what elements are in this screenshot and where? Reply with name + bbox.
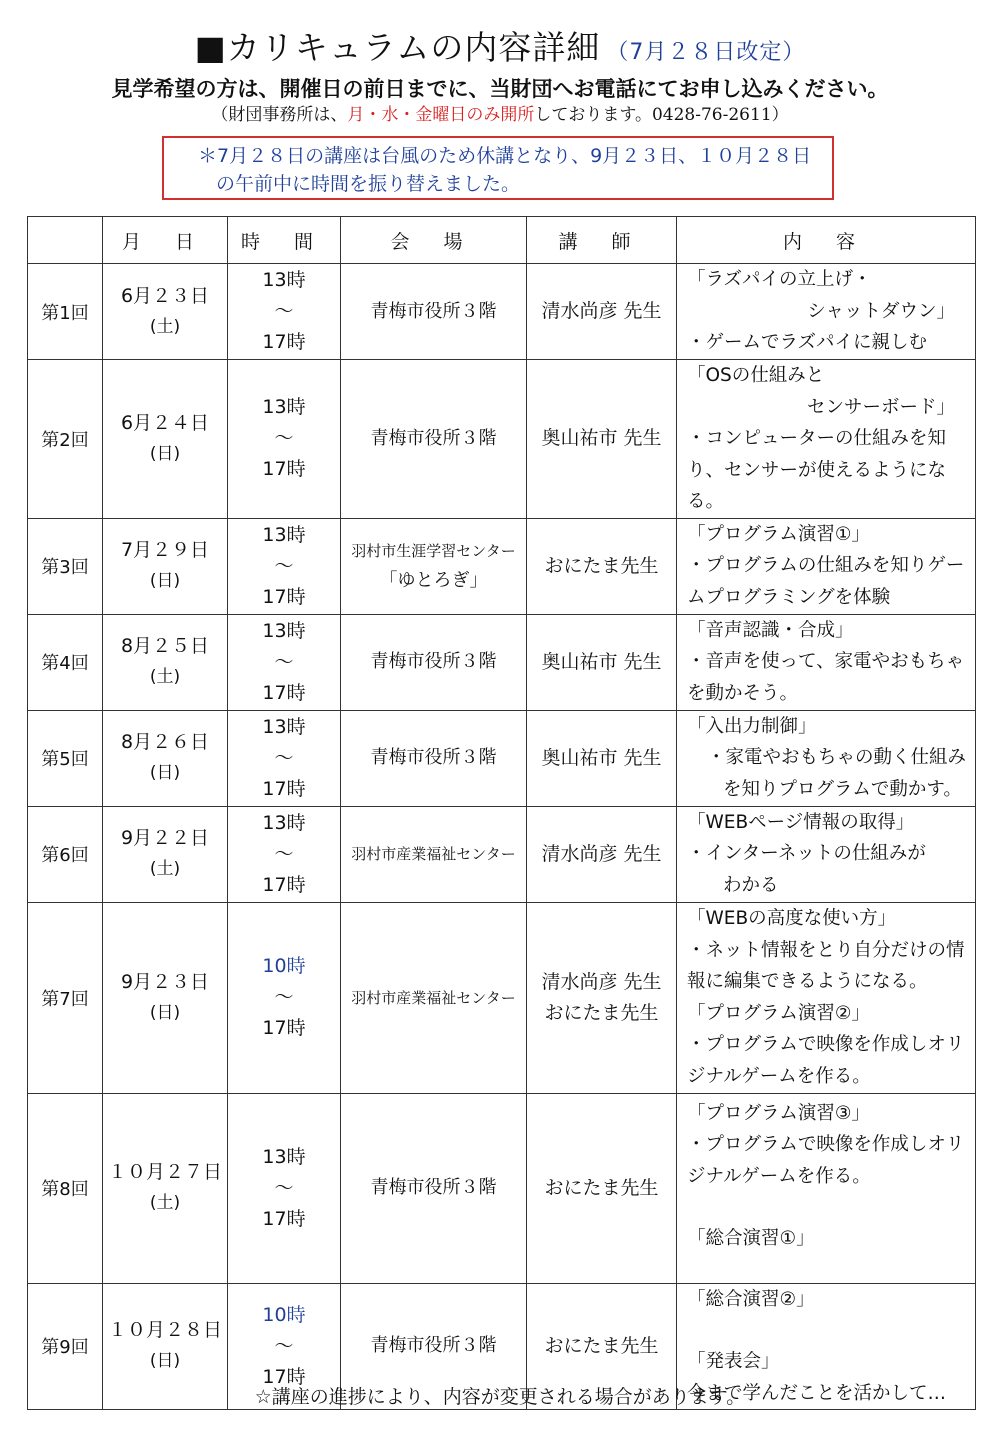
office-prefix: （財団事務所は、: [211, 105, 348, 125]
time-separator: ～: [274, 300, 294, 322]
content-line: 「プログラム演習①」: [687, 523, 870, 545]
weekday: (日): [149, 763, 181, 783]
session-time: [228, 902, 341, 1093]
end-time: 17時: [262, 1207, 306, 1230]
session-number: 第2回: [28, 360, 103, 519]
time-separator: ～: [274, 650, 294, 673]
venue-subname: 「ゆとろぎ」: [379, 570, 488, 591]
content-line: 「プログラム演習②」: [687, 1002, 870, 1024]
time-separator: ～: [274, 1334, 294, 1357]
start-time: 13時: [262, 715, 306, 738]
end-time: 17時: [262, 585, 306, 608]
table-row: [28, 264, 976, 360]
date-text: 8月２６日: [120, 731, 210, 753]
date-text: １０月２８日: [107, 1319, 222, 1342]
session-date: [103, 1093, 228, 1283]
header-instructor: 講 師: [527, 217, 677, 264]
content-line: ・プログラムの仕組みを知りゲー: [687, 555, 965, 577]
content-line: を動かそう。: [687, 682, 799, 704]
content-line: 「WEBの高度な使い方」: [687, 908, 897, 929]
session-number: 第1回: [28, 264, 103, 360]
weekday: (土): [149, 1193, 181, 1213]
time-separator: ～: [274, 1176, 294, 1199]
session-time: [228, 710, 341, 806]
session-instructor: 奥山祐市 先生: [527, 710, 677, 806]
start-time: 13時: [262, 811, 306, 834]
session-content: [677, 518, 976, 614]
content-line: 「発表会」: [687, 1351, 780, 1372]
session-instructor: 奥山祐市 先生: [527, 614, 677, 710]
notice-line-2: の午前中に時間を振り替えました。: [216, 173, 521, 195]
revision-note: （7月２８日改定）: [606, 40, 806, 65]
content-line: 「入出力制御」: [687, 715, 817, 737]
weekday: (日): [149, 443, 181, 464]
start-time: 10時: [262, 1303, 306, 1326]
start-time: 13時: [262, 396, 306, 419]
end-time: 17時: [262, 1365, 306, 1388]
session-date: [103, 518, 228, 614]
table-row: [28, 806, 976, 902]
session-number: 第3回: [28, 518, 103, 614]
session-instructor: おにたま先生: [527, 1283, 677, 1410]
end-time: 17時: [262, 1017, 306, 1039]
content-line: 今まで学んだことを活かして…: [687, 1382, 947, 1404]
session-content: [677, 614, 976, 710]
session-instructor: [527, 902, 677, 1093]
session-number: 第6回: [28, 806, 103, 902]
weekday: (日): [149, 571, 181, 591]
title-text: ■カリキュラムの内容詳細: [194, 28, 601, 67]
weekday: (土): [149, 859, 181, 879]
start-time: 13時: [262, 1145, 306, 1168]
session-venue: 青梅市役所３階: [341, 710, 527, 806]
start-time: 10時: [262, 955, 306, 977]
content-line: を知りプログラムで動かす。: [723, 778, 962, 800]
date-text: 6月２３日: [120, 284, 210, 307]
curriculum-table: [27, 216, 976, 1410]
content-line: 「総合演習①」: [687, 1228, 815, 1249]
session-venue: 青梅市役所３階: [341, 614, 527, 710]
content-line: 報に編集できるようになる。: [687, 971, 928, 992]
header-content: 内 容: [677, 217, 976, 264]
session-date: [103, 360, 228, 519]
end-time: 17時: [262, 777, 306, 800]
header-date: 月 日: [103, 217, 228, 264]
footer-note: ☆講座の進捗により、内容が変更される場合があります。: [254, 1386, 746, 1408]
session-time: [228, 614, 341, 710]
table-row: [28, 1093, 976, 1283]
session-venue: [341, 518, 527, 614]
date-text: 9月２３日: [120, 970, 210, 993]
date-text: 7月２９日: [120, 539, 210, 561]
session-date: [103, 806, 228, 902]
weekday: (日): [149, 1351, 181, 1372]
end-time: 17時: [262, 458, 306, 481]
session-date: [103, 710, 228, 806]
session-instructor: おにたま先生: [527, 1093, 677, 1283]
header-session: [28, 217, 103, 264]
time-separator: ～: [274, 746, 294, 769]
session-time: [228, 806, 341, 902]
start-time: 13時: [262, 523, 306, 546]
table-header-row: [28, 217, 976, 264]
session-number: 第7回: [28, 902, 103, 1093]
content-line: シャットダウン」: [807, 300, 955, 322]
session-instructor: 清水尚彦 先生: [527, 264, 677, 360]
end-time: 17時: [262, 873, 306, 896]
content-line: ムプログラミングを体験: [687, 586, 891, 608]
session-number: 第4回: [28, 614, 103, 710]
time-separator: ～: [274, 427, 294, 450]
session-content: [677, 1093, 976, 1283]
content-line: 「プログラム演習③」: [687, 1102, 870, 1124]
session-venue: 青梅市役所３階: [341, 1283, 527, 1410]
content-line: ・プログラムで映像を作成しオリ: [687, 1034, 965, 1055]
content-line: 「OSの仕組みと: [687, 365, 825, 386]
instructor-name: 清水尚彦 先生: [541, 970, 662, 993]
content-line: ・家電やおもちゃの動く仕組み: [707, 747, 967, 769]
table-row: [28, 710, 976, 806]
session-venue: 青梅市役所３階: [341, 264, 527, 360]
time-separator: ～: [274, 986, 294, 1008]
end-time: 17時: [262, 681, 306, 704]
content-line: ・音声を使って、家電やおもちゃ: [687, 651, 965, 673]
content-line: センサーボード」: [806, 396, 955, 418]
table-row: [28, 902, 976, 1093]
date-text: 9月２２日: [120, 827, 210, 849]
session-instructor: 奥山祐市 先生: [527, 360, 677, 519]
session-number: 第9回: [28, 1283, 103, 1410]
venue-name: 羽村市産業福祉センター: [351, 845, 516, 863]
session-date: [103, 902, 228, 1093]
session-time: [228, 264, 341, 360]
session-number: 第5回: [28, 710, 103, 806]
session-content: [677, 902, 976, 1093]
session-instructor: 清水尚彦 先生: [527, 806, 677, 902]
session-venue: 青梅市役所３階: [341, 360, 527, 519]
venue-name: 羽村市産業福祉センター: [351, 988, 516, 1007]
session-content: [677, 360, 976, 519]
content-line: ・インターネットの仕組みが: [687, 843, 926, 865]
venue-name: 羽村市生涯学習センター: [351, 542, 516, 560]
content-line: り、センサーが使えるようになる。: [687, 459, 947, 512]
intro-text: 見学希望の方は、開催日の前日までに、当財団へお電話にてお申し込みください。: [111, 77, 889, 101]
date-text: １０月２７日: [107, 1161, 222, 1183]
header-time: 時 間: [228, 217, 341, 264]
end-time: 17時: [262, 331, 306, 353]
notice-line-1: ＊7月２８日の講座は台風のため休講となり、9月２３日、１０月２８日: [198, 145, 812, 167]
session-date: [103, 264, 228, 360]
content-line: ・コンピューターの仕組みを知: [687, 428, 947, 449]
office-suffix: しております。0428-76-2611）: [534, 105, 789, 125]
content-line: ジナルゲームを作る。: [687, 1065, 871, 1087]
time-separator: ～: [274, 554, 294, 577]
weekday: (土): [149, 316, 181, 337]
date-text: 6月２４日: [120, 411, 210, 434]
content-line: わかる: [723, 874, 779, 896]
time-separator: ～: [274, 842, 294, 865]
table-row: [28, 518, 976, 614]
start-time: 13時: [262, 269, 306, 291]
content-line: ・プログラムで映像を作成しオリ: [687, 1134, 965, 1155]
session-content: [677, 806, 976, 902]
date-text: 8月２５日: [120, 635, 210, 657]
content-line: 「音声認識・合成」: [687, 619, 854, 641]
start-time: 13時: [262, 619, 306, 642]
content-line: 「ラズパイの立上げ・: [687, 269, 872, 291]
content-line: 「総合演習②」: [687, 1288, 815, 1310]
session-time: [228, 1093, 341, 1283]
header-venue: 会 場: [341, 217, 527, 264]
session-date: [103, 614, 228, 710]
schedule-change-notice: [162, 136, 834, 200]
session-instructor: おにたま先生: [527, 518, 677, 614]
session-time: [228, 360, 341, 519]
content-line: ジナルゲームを作る。: [687, 1165, 871, 1187]
weekday: (土): [149, 667, 181, 687]
table-row: [28, 360, 976, 519]
session-content: [677, 264, 976, 360]
session-venue: [341, 902, 527, 1093]
page-title: [0, 22, 1000, 69]
weekday: (日): [149, 1002, 181, 1023]
table-row: [28, 614, 976, 710]
session-venue: [341, 806, 527, 902]
session-venue: 青梅市役所３階: [341, 1093, 527, 1283]
content-line: ・ゲームでラズパイに親しむ: [687, 332, 927, 354]
content-line: ・ネット情報をとり自分だけの情: [687, 939, 965, 961]
session-time: [228, 518, 341, 614]
session-content: [677, 710, 976, 806]
office-hours: [0, 100, 1000, 125]
content-line: 「WEBページ情報の取得」: [687, 811, 915, 833]
office-days: 月・水・金曜日のみ開所: [347, 105, 535, 125]
instructor-name: おにたま先生: [544, 1001, 659, 1024]
session-number: 第8回: [28, 1093, 103, 1283]
